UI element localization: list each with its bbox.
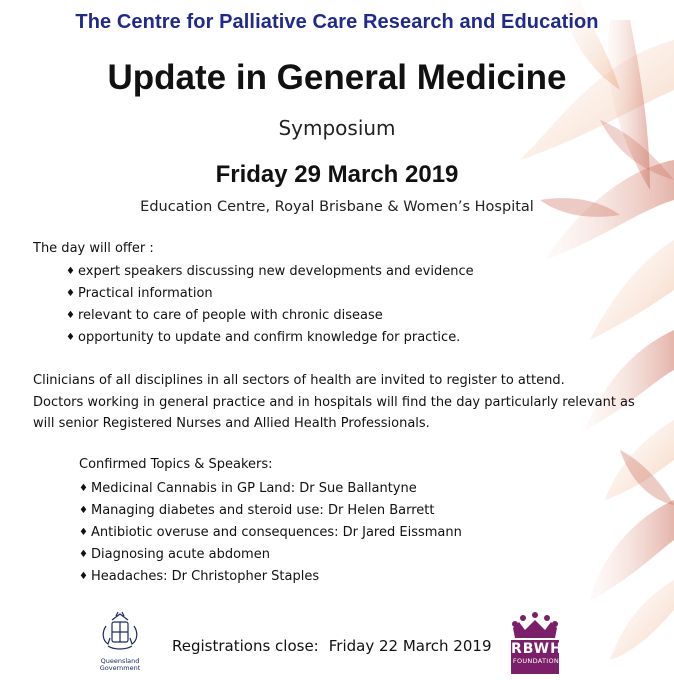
list-item: ♦ Practical information bbox=[66, 286, 213, 301]
diamond-bullet-icon: ♦ bbox=[79, 549, 88, 560]
list-item: ♦ Medicinal Cannabis in GP Land: Dr Sue Ballantyne bbox=[79, 481, 417, 496]
registration-label: Registrations close: bbox=[172, 637, 319, 655]
event-title: Update in General Medicine bbox=[107, 58, 567, 97]
topics-list bbox=[79, 480, 462, 590]
clinicians-line-1: Clinicians of all disciplines in all sectors of health are invited to register to attend. bbox=[33, 373, 565, 388]
clinicians-line-2: Doctors working in general practice and in hospitals will find the day particularly relevant as bbox=[33, 395, 635, 410]
clinicians-line-3: will senior Registered Nurses and Allied Health Professionals. bbox=[33, 416, 430, 431]
registration-date: Friday 22 March 2019 bbox=[328, 637, 492, 655]
diamond-bullet-icon: ♦ bbox=[66, 310, 75, 321]
offer-intro: The day will offer : bbox=[33, 241, 154, 256]
list-item: ♦ relevant to care of people with chronic disease bbox=[66, 308, 383, 323]
list-item: ♦ opportunity to update and confirm knowledge for practice. bbox=[66, 330, 461, 345]
diamond-bullet-icon: ♦ bbox=[66, 332, 75, 343]
event-venue: Education Centre, Royal Brisbane & Women’s Hospital bbox=[140, 199, 534, 215]
diamond-bullet-icon: ♦ bbox=[79, 483, 88, 494]
queensland-government-label: Queensland Government bbox=[99, 657, 141, 672]
diamond-bullet-icon: ♦ bbox=[66, 266, 75, 277]
diamond-bullet-icon: ♦ bbox=[79, 505, 88, 516]
diamond-bullet-icon: ♦ bbox=[79, 527, 88, 538]
offer-list bbox=[66, 263, 474, 351]
list-item: ♦ expert speakers discussing new developments and evidence bbox=[66, 264, 474, 279]
list-item: ♦ Antibiotic overuse and consequences: Dr Jared Eissmann bbox=[79, 525, 462, 540]
list-item: ♦ Headaches: Dr Christopher Staples bbox=[79, 569, 320, 584]
list-item: ♦ Managing diabetes and steroid use: Dr Helen Barrett bbox=[79, 503, 435, 518]
diamond-bullet-icon: ♦ bbox=[66, 288, 75, 299]
registration-close bbox=[172, 637, 492, 655]
organisation-title: The Centre for Palliative Care Research and Education bbox=[75, 11, 599, 33]
rbwh-mark: RBWH bbox=[511, 641, 563, 657]
event-subtitle: Symposium bbox=[278, 116, 396, 140]
topics-heading: Confirmed Topics & Speakers: bbox=[79, 457, 273, 472]
event-date: Friday 29 March 2019 bbox=[215, 161, 459, 188]
diamond-bullet-icon: ♦ bbox=[79, 571, 88, 582]
rbwh-foundation-label: FOUNDATION bbox=[512, 657, 560, 665]
list-item: ♦ Diagnosing acute abdomen bbox=[79, 547, 270, 562]
